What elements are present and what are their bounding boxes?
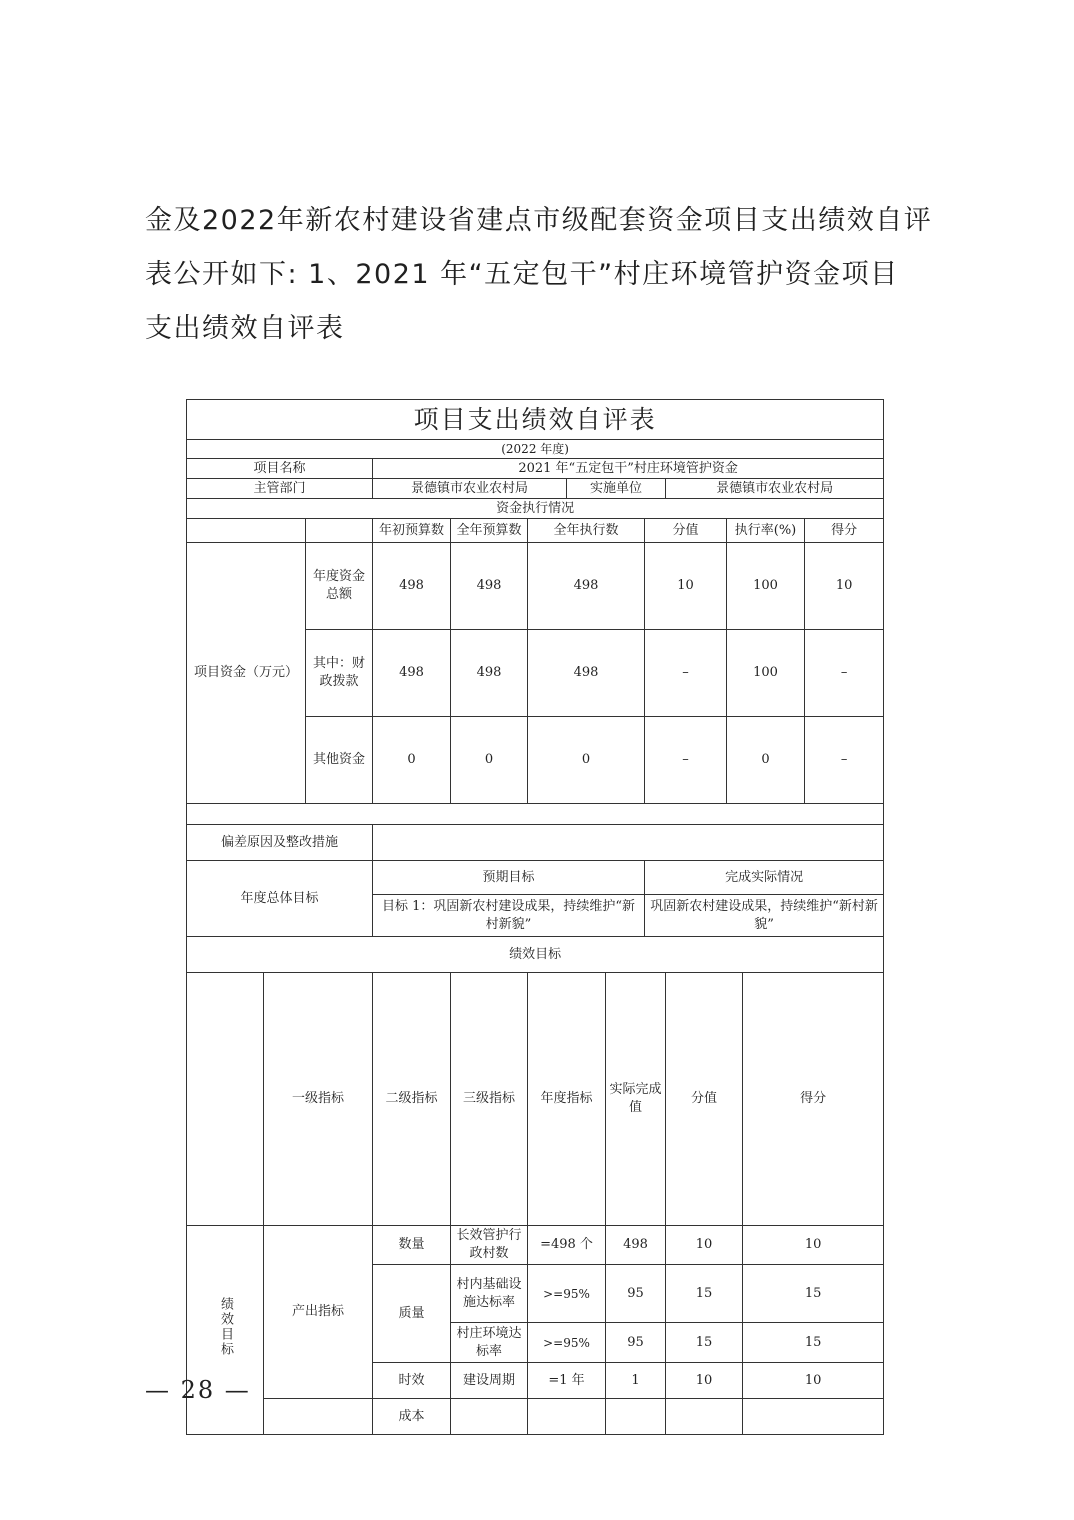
target-cell: =498 个 (528, 1226, 606, 1265)
score-cell: 15 (743, 1265, 884, 1323)
target-cell (528, 1399, 606, 1435)
score-value-cell: 15 (666, 1265, 743, 1323)
fund-header: 年初预算数 (373, 519, 451, 543)
fund-cell: – (645, 630, 727, 717)
perf-header: 一级指标 (264, 973, 373, 1226)
level1-label: 产出指标 (264, 1226, 373, 1399)
intro-line-2: 表公开如下: 1、2021 年“五定包干”村庄环境管护资金项目 (145, 259, 899, 290)
level3-cell: 村内基础设施达标率 (451, 1265, 528, 1323)
perf-header: 三级指标 (451, 973, 528, 1226)
perf-header: 二级指标 (373, 973, 451, 1226)
level1-blank (264, 1399, 373, 1435)
perf-header: 年度指标 (528, 973, 606, 1226)
impl-label: 实施单位 (567, 479, 666, 499)
actual-cell (606, 1399, 666, 1435)
intro-line-3: 支出绩效自评表 (145, 313, 345, 344)
fund-group-label: 项目资金（万元） (187, 543, 306, 804)
score-value-cell: 10 (666, 1363, 743, 1399)
fund-header: 分值 (645, 519, 727, 543)
level3-cell (451, 1399, 528, 1435)
fund-header: 全年预算数 (451, 519, 528, 543)
fund-header: 全年执行数 (528, 519, 645, 543)
fund-cell: – (645, 717, 727, 804)
perf-group-label-text: 绩效目标 (218, 1297, 233, 1357)
actual-cell: 498 (606, 1226, 666, 1265)
level2-cell: 数量 (373, 1226, 451, 1265)
fund-header-blank-2 (306, 519, 373, 543)
fund-cell: 0 (727, 717, 805, 804)
score-value-cell (666, 1399, 743, 1435)
fund-row-label: 年度资金总额 (306, 543, 373, 630)
actual-label: 完成实际情况 (645, 861, 884, 895)
funds-section-title: 资金执行情况 (187, 499, 884, 519)
score-cell: 10 (743, 1363, 884, 1399)
actual-cell: 95 (606, 1323, 666, 1363)
fund-cell: – (805, 717, 884, 804)
fund-header: 执行率(%) (727, 519, 805, 543)
expected-value: 目标 1：巩固新农村建设成果，持续维护“新村新貌” (373, 895, 645, 937)
actual-value: 巩固新农村建设成果，持续维护“新村新貌” (645, 895, 884, 937)
fund-cell: 0 (451, 717, 528, 804)
perf-header: 得分 (743, 973, 884, 1226)
blank-row (187, 804, 884, 825)
fund-cell: 498 (528, 630, 645, 717)
score-cell (743, 1399, 884, 1435)
level3-cell: 建设周期 (451, 1363, 528, 1399)
level2-cell: 质量 (373, 1265, 451, 1363)
performance-table (186, 399, 883, 1435)
fund-row-label: 其他资金 (306, 717, 373, 804)
score-value-cell: 15 (666, 1323, 743, 1363)
level3-cell: 村庄环境达标率 (451, 1323, 528, 1363)
target-cell: >=95% (528, 1323, 606, 1363)
expected-label: 预期目标 (373, 861, 645, 895)
table-title: 项目支出绩效自评表 (187, 400, 884, 440)
fund-cell: 0 (528, 717, 645, 804)
actual-cell: 95 (606, 1265, 666, 1323)
fund-row-label: 其中：财政拨款 (306, 630, 373, 717)
impl-value: 景德镇市农业农村局 (666, 479, 884, 499)
fund-cell: 10 (645, 543, 727, 630)
fund-cell: 498 (373, 543, 451, 630)
fund-cell: 498 (451, 543, 528, 630)
annual-goal-label: 年度总体目标 (187, 861, 373, 937)
target-cell: >=95% (528, 1265, 606, 1323)
project-name: 2021 年“五定包干”村庄环境管护资金 (373, 459, 884, 479)
perf-header: 实际完成值 (606, 973, 666, 1226)
page-number: — 28 — (145, 1376, 251, 1404)
level2-cell: 成本 (373, 1399, 451, 1435)
deviation-label: 偏差原因及整改措施 (187, 825, 373, 861)
fund-cell: – (805, 630, 884, 717)
fund-cell: 100 (727, 543, 805, 630)
project-name-label: 项目名称 (187, 459, 373, 479)
target-cell: =1 年 (528, 1363, 606, 1399)
fund-cell: 10 (805, 543, 884, 630)
perf-section-title: 绩效目标 (187, 937, 884, 973)
deviation-value (373, 825, 884, 861)
fund-cell: 498 (451, 630, 528, 717)
actual-cell: 1 (606, 1363, 666, 1399)
fund-header: 得分 (805, 519, 884, 543)
fund-cell: 0 (373, 717, 451, 804)
fund-header-blank (187, 519, 306, 543)
score-cell: 15 (743, 1323, 884, 1363)
fund-cell: 100 (727, 630, 805, 717)
dept-value: 景德镇市农业农村局 (373, 479, 567, 499)
intro-paragraph (145, 194, 945, 356)
score-cell: 10 (743, 1226, 884, 1265)
table-year: (2022 年度) (187, 440, 884, 459)
level3-cell: 长效管护行政村数 (451, 1226, 528, 1265)
intro-line-1: 金及2022年新农村建设省建点市级配套资金项目支出绩效自评 (145, 205, 933, 236)
perf-header-blank (187, 973, 264, 1226)
fund-cell: 498 (373, 630, 451, 717)
level2-cell: 时效 (373, 1363, 451, 1399)
perf-header: 分值 (666, 973, 743, 1226)
dept-label: 主管部门 (187, 479, 373, 499)
score-value-cell: 10 (666, 1226, 743, 1265)
fund-cell: 498 (528, 543, 645, 630)
